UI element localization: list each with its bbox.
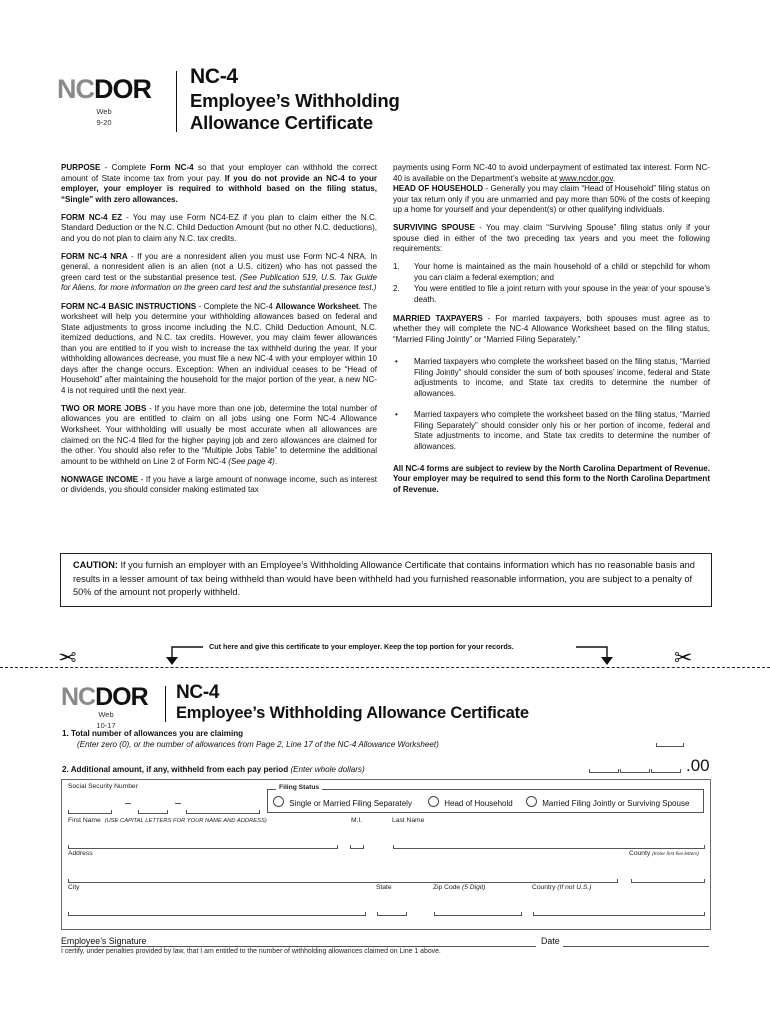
amount-segment: [651, 769, 681, 773]
left-column: [61, 163, 377, 503]
web-version: [86, 106, 122, 128]
caution-label: CAUTION:: [73, 560, 118, 570]
title-line-1: Employee’s Withholding: [190, 90, 400, 111]
country-label: Country (If not U.S.): [532, 884, 592, 891]
certificate-web-date: 10-17: [96, 721, 116, 730]
nonwage-income-paragraph: NONWAGE INCOME - If you have a large amount of nonwage income, such as interest or dividends, you should consider making estimated tax: [61, 474, 377, 495]
cut-instruction: Cut here and give this certificate to your employer. Keep the top portion for your records.: [209, 642, 514, 651]
address-label: Address: [68, 850, 93, 857]
last-name-label: Last Name: [392, 817, 425, 824]
ssn-segment: [186, 810, 260, 814]
surviving-spouse-paragraph: SURVIVING SPOUSE - You may claim “Surviving Spouse” filing status only if your spouse died in either of the two preceding tax years and you meet the following requirements:: [393, 223, 710, 254]
ncdor-website-link[interactable]: www.ncdor.gov: [559, 173, 613, 183]
first-name-input[interactable]: [68, 845, 338, 849]
first-name-label: First Name (USE CAPITAL LETTERS FOR YOUR NAME AND ADDRESS): [68, 817, 267, 824]
web-label: Web: [96, 107, 112, 116]
right-column: [393, 163, 710, 503]
cents-label: .00: [686, 756, 710, 775]
nc4ez-paragraph: FORM NC-4 EZ - You may use Form NC4-EZ if you plan to claim either the N.C. Standard Deduction or the N.C. Child Deduction Amount (but no other N.C. deductions), and you do not plan to claim any N.C. tax credits.: [61, 212, 377, 243]
list-item: • Married taxpayers who complete the worksheet based on the filing status, “Married Filing Separately” should consider only his or her portion of income, federal and State adjustments to income, and State tax credits to determine the number of allowances.: [395, 410, 710, 452]
radio-single[interactable]: [273, 796, 284, 807]
head-of-household-paragraph: HEAD OF HOUSEHOLD - Generally you may claim “Head of Household” filing status on your tax return only if you are unmarried and pay more than 50% of the costs of keeping up a home for yourself and your dependent(s) or other qualifying individuals.: [393, 184, 710, 215]
ssn-segment: [68, 810, 112, 814]
ncdor-logo: NCDOR: [57, 74, 151, 104]
certificate-form-number: NC-4: [176, 682, 220, 703]
line2-row: [62, 759, 365, 777]
radio-head-of-household[interactable]: [428, 796, 439, 807]
line1-note: (Enter zero (0), or the number of allowances from Page 2, Line 17 of the NC-4 Allowance Worksheet): [77, 740, 439, 749]
filing-option-head-of-household[interactable]: Head of Household: [428, 796, 513, 808]
married-taxpayers-paragraph: MARRIED TAXPAYERS - For married taxpayers, both spouses must agree as to whether they will complete the NC-4 Allowance Worksheet based on the filing status, “Married Filing Jointly” or “Married Filing Separately.”: [393, 313, 710, 344]
scissors-left-icon: ✂: [58, 645, 77, 670]
filing-status-label: Filing Status: [276, 784, 322, 791]
amount-segment: [589, 769, 619, 773]
nonwage-continued-paragraph: payments using Form NC-40 to avoid underpayment of estimated tax interest. Form NC-40 is available on the Department’s website at www.ncdor.gov.: [393, 163, 710, 183]
filing-option-single[interactable]: Single or Married Filing Separately: [273, 796, 412, 808]
review-notice: All NC-4 forms are subject to review by the North Carolina Department of Revenue. Your employer may be required to send this form to the North Carolina Department of Revenue.: [393, 463, 710, 494]
certificate-header-divider: [165, 686, 166, 722]
purpose-paragraph: PURPOSE - Complete Form NC-4 so that your employer can withhold the correct amount of State income tax from your pay. If you do not provide an NC-4 to your employer, your employer is required to withhold based on the filing status, “Single” with zero allowances.: [61, 163, 378, 204]
ncdor-logo-small: NCDOR: [61, 683, 148, 711]
city-label: City: [68, 884, 80, 891]
date-label: Date: [541, 936, 560, 946]
mi-label: M.I.: [351, 817, 363, 824]
line1-label: 1. Total number of allowances you are claiming: [62, 729, 244, 738]
surviving-spouse-requirements: [393, 262, 710, 305]
country-input[interactable]: [533, 912, 705, 916]
date-line[interactable]: [563, 946, 709, 947]
married-taxpayers-bullets: [393, 357, 710, 452]
mi-input[interactable]: [350, 845, 364, 849]
form-number: NC-4: [190, 65, 238, 88]
county-input[interactable]: [631, 879, 705, 883]
two-or-more-jobs-paragraph: TWO OR MORE JOBS - If you have more than one job, determine the total number of allowances you are entitled to claim on all jobs using one Form NC-4 Allowance Worksheet. Your withholding will usually be most accurate when all allowances are claimed on the NC-4 filed for the higher paying job and zero allowances are claimed for the other. You should also refer to the “Multiple Jobs Table” to determine the additional amount to be withheld on Line 2 of Form NC-4 (See page 4).: [61, 403, 377, 466]
ssn-dash: [125, 803, 131, 804]
certificate-web-version: [88, 709, 124, 731]
caution-text: If you furnish an employer with an Employee’s Withholding Allowance Certificate that contains information which has no reasonable basis and results in a lesser amount of tax being withheld than would have been withheld had you furnished reasonable information, you are subject to a penalty of 50% of the amount not properly withheld.: [73, 560, 695, 597]
last-name-input[interactable]: [393, 845, 705, 849]
filing-option-married-jointly[interactable]: Married Filing Jointly or Surviving Spouse: [526, 796, 689, 808]
ssn-input[interactable]: [68, 795, 260, 815]
ssn-label: Social Security Number: [68, 783, 138, 790]
radio-married-jointly[interactable]: [526, 796, 537, 807]
cut-arrow-left-icon: [163, 644, 209, 666]
allowances-input[interactable]: [656, 743, 684, 747]
address-input[interactable]: [68, 879, 618, 883]
zip-input[interactable]: [434, 912, 522, 916]
state-input[interactable]: [377, 912, 407, 916]
certification-statement: I certify, under penalties provided by law, that I am entitled to the number of withholding allowances claimed on Line 1 above.: [61, 948, 441, 955]
web-date: 9-20: [96, 118, 112, 127]
nc4nra-paragraph: FORM NC-4 NRA - If you are a nonresident alien you must use Form NC-4 NRA. In general, a nonresident alien is an alien (not a U.S. citizen) who has not passed the green card test or the substantial presence test. (See Publication 519, U.S. Tax Guide for Aliens, for more information on the green card test and the substantial presence test.): [61, 251, 378, 293]
line2-label: 2. Additional amount, if any, withheld from each pay period: [62, 765, 289, 774]
certificate-title: Employee’s Withholding Allowance Certificate: [176, 704, 529, 722]
zip-label: Zip Code (5 Digit): [433, 884, 486, 891]
state-label: State: [376, 884, 392, 891]
list-item: 1. Your home is maintained as the main household of a child or stepchild for whom you can claim a federal exemption; and: [393, 262, 710, 282]
ssn-segment: [138, 810, 168, 814]
title-line-2: Allowance Certificate: [190, 112, 373, 133]
caution-box: [60, 553, 712, 607]
signature-label: Employee’s Signature: [61, 936, 147, 946]
header-divider: [176, 71, 177, 132]
additional-amount-input[interactable]: [589, 769, 684, 774]
city-input[interactable]: [68, 912, 366, 916]
list-item: • Married taxpayers who complete the worksheet based on the filing status, “Married Filing Jointly” should consider the sum of both spouses’ income, federal and State adjustments to income, and State tax credits to determine the number of allowances.: [395, 357, 710, 398]
certificate-web-label: Web: [98, 710, 114, 719]
page-title: [190, 90, 400, 134]
cut-line: [0, 667, 770, 668]
ssn-dash: [175, 803, 181, 804]
county-label: County (Enter first five letters): [629, 850, 699, 857]
line2-note: (Enter whole dollars): [288, 765, 365, 774]
amount-segment: [620, 769, 650, 773]
signature-line[interactable]: [61, 946, 536, 947]
basic-instructions-paragraph: FORM NC-4 BASIC INSTRUCTIONS - Complete the NC-4 Allowance Worksheet. The worksheet will help you determine your withholding allowances based on federal and State adjustments to gross income including the N.C. Child Deduction Amount, N.C. itemized deductions, and N.C. tax credits. However, you may claim fewer allowances than you are entitled to if you wish to increase the tax withheld during the year. If your withholding allowances decrease, you must file a new NC-4 with your employer within 10 days after the change occurs. Exception: When an individual ceases to be “Head of Household” after maintaining the household for the major portion of the year, a new NC-4 is not required until the next year.: [61, 301, 378, 395]
scissors-right-icon: ✂: [674, 645, 693, 670]
list-item: 2. You were entitled to file a joint return with your spouse in the year of your spouse’s death.: [393, 284, 710, 305]
cut-arrow-right-icon: [572, 644, 618, 666]
